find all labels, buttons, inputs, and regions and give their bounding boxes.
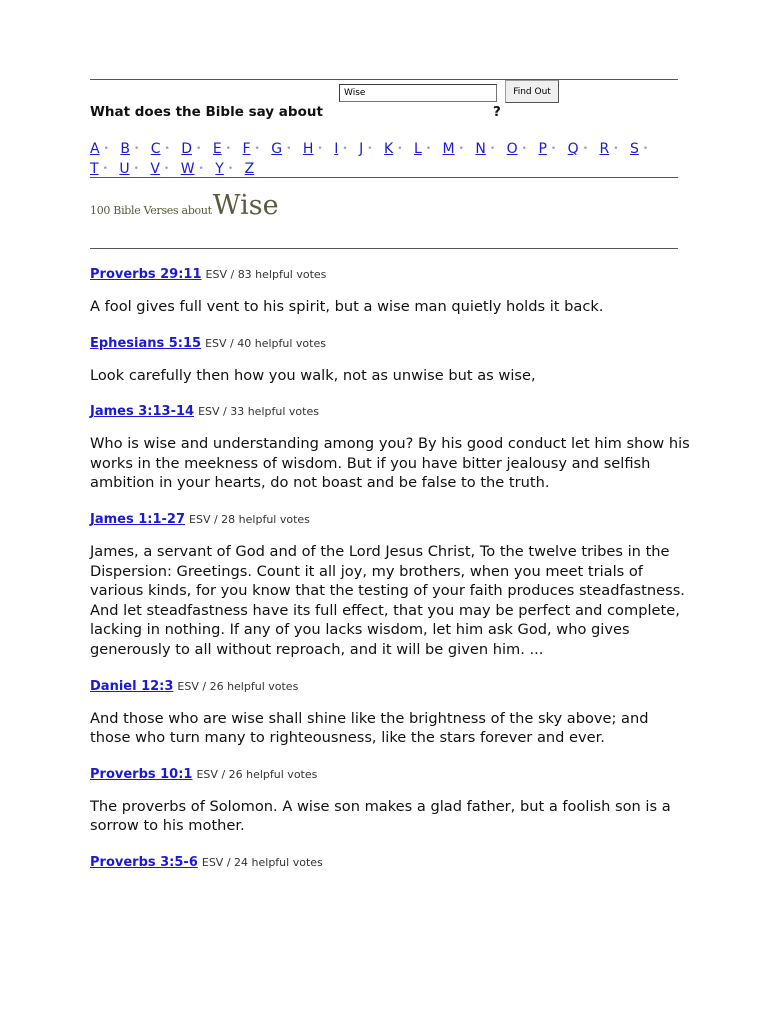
verse-votes: ESV / 26 helpful votes [177,679,299,693]
verse-reference-line [90,507,690,533]
letter-separator: • [342,144,348,154]
question-label: What does the Bible say about [90,104,323,120]
letter-link-e[interactable]: E [212,141,222,157]
verse-votes: ESV / 83 helpful votes [205,268,327,281]
letter-link-y[interactable]: Y [215,161,224,177]
verse-reference-link[interactable]: Proverbs 10:1 [90,766,193,782]
letter-separator: • [317,144,323,154]
verse-reference-link[interactable]: Proverbs 29:11 [90,267,202,282]
verse-text: The proverbs of Solomon. A wise son makes a glad father, but a foolish son is a sorrow to his mother. [90,797,671,835]
verse-votes: ESV / 33 helpful votes [198,405,319,419]
letter-link-w[interactable]: W [180,161,195,177]
verse-reference-link[interactable]: Ephesians 5:15 [90,335,202,351]
letter-separator: • [550,144,557,154]
letter-separator: • [367,144,373,154]
verse-item [90,674,690,748]
verse-item [90,331,690,386]
letter-link-c[interactable]: C [150,141,161,157]
letter-link-s[interactable]: S [629,141,639,157]
heading-divider [90,248,678,249]
letter-separator: • [227,164,234,174]
page-title-prefix: 100 Bible Verses about [90,204,212,217]
letter-separator: • [397,144,403,154]
verse-item [90,850,690,876]
letter-separator: • [458,144,464,154]
question-mark: ? [493,104,501,120]
verse-item [90,507,690,660]
letter-separator: • [521,144,527,154]
verse-item [90,762,690,836]
letter-link-r[interactable]: R [599,141,610,157]
letter-link-b[interactable]: B [120,141,130,157]
verse-reference-link[interactable]: James 1:1-27 [90,511,186,527]
letter-separator: • [489,144,496,154]
letter-separator: • [196,144,202,154]
verse-votes: ESV / 40 helpful votes [205,336,326,350]
letter-link-l[interactable]: L [413,141,422,157]
verse-reference-line [90,399,690,425]
verse-text: James, a servant of God and of the Lord Jesus Christ, To the twelve tribes in the Dispersion: Greetings. Count it all joy, my brothers, when you meet trials of various kinds, for you know that the testing of your faith produces steadfastness. And let steadfastness have its full effect, that you may be perfect and complete, lacking in nothing. If any of you lacks wisdom, let him ask God, who gives generously to all without reproach, and it will be given him. ... [90,542,685,658]
letter-separator: • [286,144,292,154]
letter-link-o[interactable]: O [506,141,518,157]
letter-link-g[interactable]: G [271,141,283,157]
verse-reference-line [90,850,690,876]
letter-link-h[interactable]: H [302,141,314,157]
letter-link-d[interactable]: D [181,141,193,157]
letter-separator: • [163,164,170,174]
top-divider [90,79,678,80]
letter-link-m[interactable]: M [442,141,455,157]
verse-reference-line [90,762,690,788]
verse-reference-line [90,262,690,288]
letter-separator: • [613,144,619,154]
letter-separator: • [425,144,432,154]
letter-separator: • [133,144,140,154]
page-title [90,190,279,221]
letter-separator: • [225,144,231,154]
letter-separator: • [582,144,588,154]
verse-reference-link[interactable]: Proverbs 3:5-6 [90,854,198,870]
letter-link-f[interactable]: F [242,141,251,157]
page-title-topic: Wise [212,190,279,221]
letter-link-a[interactable]: A [90,141,100,157]
verse-votes: ESV / 28 helpful votes [189,512,310,526]
letter-separator: • [164,144,170,154]
search-input[interactable] [339,84,497,102]
verse-votes: ESV / 26 helpful votes [196,767,318,781]
verse-item [90,262,690,317]
verse-reference-line [90,674,690,700]
alphabet-index [90,139,680,179]
letter-separator: • [102,164,108,174]
verse-list [90,262,690,876]
middle-divider [90,177,678,178]
verse-reference-link[interactable]: Daniel 12:3 [90,678,174,694]
letter-link-p[interactable]: P [538,141,547,157]
verse-text: And those who are wise shall shine like the brightness of the sky above; and those who turn many to righteousness, like the stars forever and ever. [90,709,649,747]
letter-separator: • [642,144,649,154]
letter-link-v[interactable]: V [150,161,160,177]
letter-separator: • [133,164,139,174]
letter-link-q[interactable]: Q [567,141,579,157]
letter-link-j[interactable]: J [359,141,364,157]
verse-text: A fool gives full vent to his spirit, but a wise man quietly holds it back. [90,298,604,315]
letter-link-z[interactable]: Z [244,161,255,177]
letter-link-n[interactable]: N [475,141,486,157]
letter-link-i[interactable]: I [334,141,339,157]
letter-link-k[interactable]: K [384,141,394,157]
letter-separator: • [198,164,204,174]
verse-item [90,399,690,493]
verse-text: Who is wise and understanding among you? By his good conduct let him show his works in the meekness of wisdom. But if you have bitter jealousy and selfish ambition in your hearts, do not boast and be false to the truth. [90,435,690,492]
letter-separator: • [103,144,109,154]
letter-separator: • [254,144,260,154]
letter-link-t[interactable]: T [90,161,99,177]
verse-reference-link[interactable]: James 3:13-14 [90,404,195,420]
verse-text: Look carefully then how you walk, not as unwise but as wise, [90,366,536,384]
verse-votes: ESV / 24 helpful votes [201,855,323,869]
letter-link-u[interactable]: U [119,161,130,177]
verse-reference-line [90,331,690,357]
find-out-button[interactable]: Find Out [505,80,559,103]
